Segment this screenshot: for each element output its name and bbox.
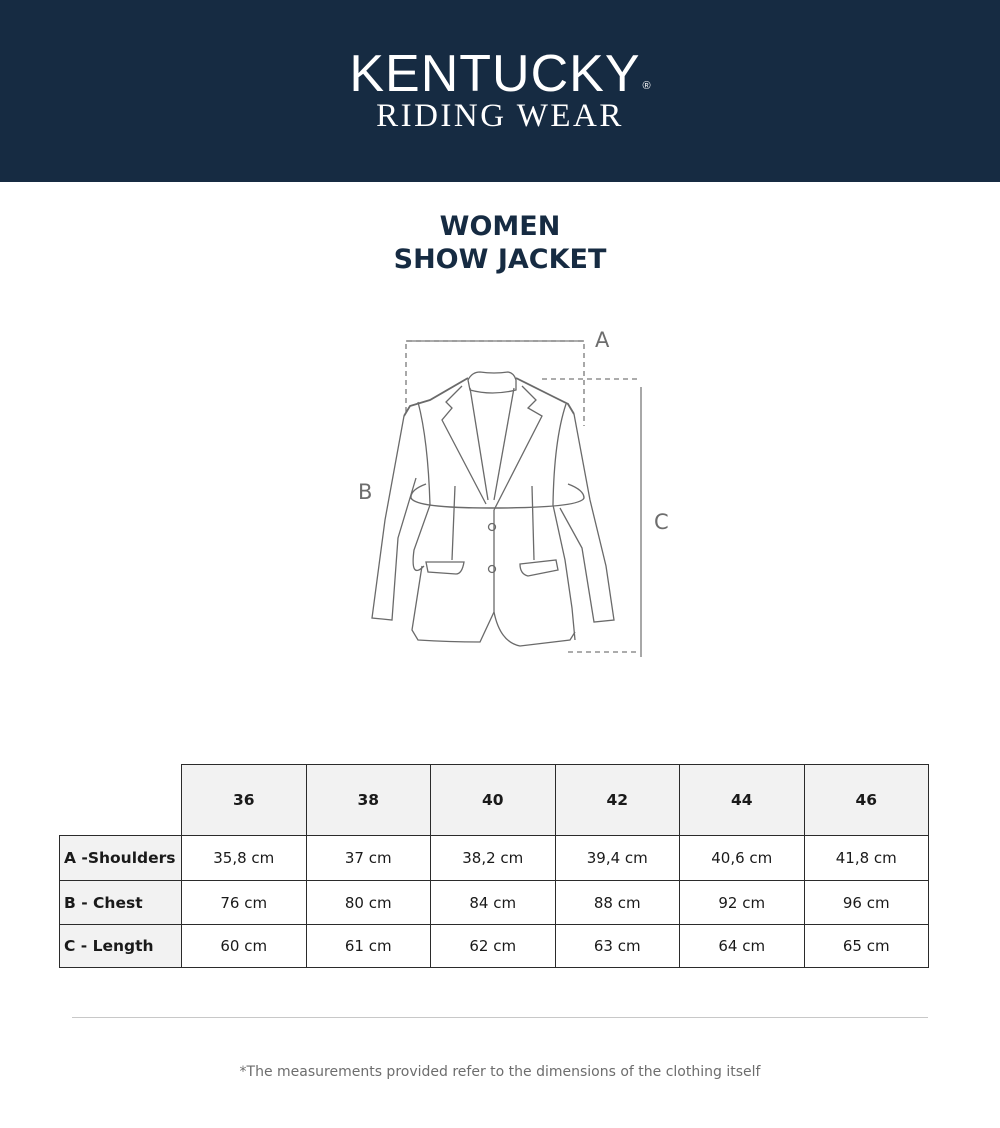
- table-cell: 65 cm: [804, 925, 929, 968]
- size-header: 40: [431, 765, 556, 836]
- table-cell: 80 cm: [306, 881, 431, 925]
- table-cell: 38,2 cm: [431, 836, 556, 881]
- row-label: B - Chest: [60, 881, 182, 925]
- table-cell: 62 cm: [431, 925, 556, 968]
- title-line-2: SHOW JACKET: [393, 244, 607, 275]
- jacket-outline-icon: [340, 320, 680, 670]
- table-cell: 76 cm: [182, 881, 307, 925]
- table-cell: 96 cm: [804, 881, 929, 925]
- divider: [72, 1017, 928, 1018]
- size-header: 36: [182, 765, 307, 836]
- table-corner: [60, 765, 182, 836]
- table-header-row: [60, 765, 929, 836]
- size-header: 44: [680, 765, 805, 836]
- table-cell: 88 cm: [555, 881, 680, 925]
- dimension-label-a: A: [595, 328, 610, 352]
- brand-header: [0, 0, 1000, 182]
- size-header: 46: [804, 765, 929, 836]
- row-label: A -Shoulders: [60, 836, 182, 881]
- table-cell: 61 cm: [306, 925, 431, 968]
- table-row: [60, 925, 929, 968]
- title-line-1: WOMEN: [439, 211, 561, 242]
- table-cell: 39,4 cm: [555, 836, 680, 881]
- size-chart-table: [59, 764, 929, 968]
- table-row: [60, 881, 929, 925]
- table-cell: 92 cm: [680, 881, 805, 925]
- table-cell: 64 cm: [680, 925, 805, 968]
- table-cell: 60 cm: [182, 925, 307, 968]
- dimension-label-b: B: [358, 480, 373, 504]
- brand-logo-sub: RIDING WEAR: [376, 98, 624, 134]
- table-cell: 40,6 cm: [680, 836, 805, 881]
- page-title: [0, 210, 1000, 276]
- table-cell: 84 cm: [431, 881, 556, 925]
- table-row: [60, 836, 929, 881]
- size-header: 38: [306, 765, 431, 836]
- registered-mark: ®: [642, 80, 651, 92]
- table-cell: 37 cm: [306, 836, 431, 881]
- table-cell: 63 cm: [555, 925, 680, 968]
- size-header: 42: [555, 765, 680, 836]
- table-cell: 35,8 cm: [182, 836, 307, 881]
- table-cell: 41,8 cm: [804, 836, 929, 881]
- jacket-diagram: [340, 320, 680, 670]
- dimension-label-c: C: [654, 510, 669, 534]
- row-label: C - Length: [60, 925, 182, 968]
- footnote: *The measurements provided refer to the dimensions of the clothing itself: [239, 1064, 761, 1080]
- brand-name: KENTUCKY: [349, 45, 641, 103]
